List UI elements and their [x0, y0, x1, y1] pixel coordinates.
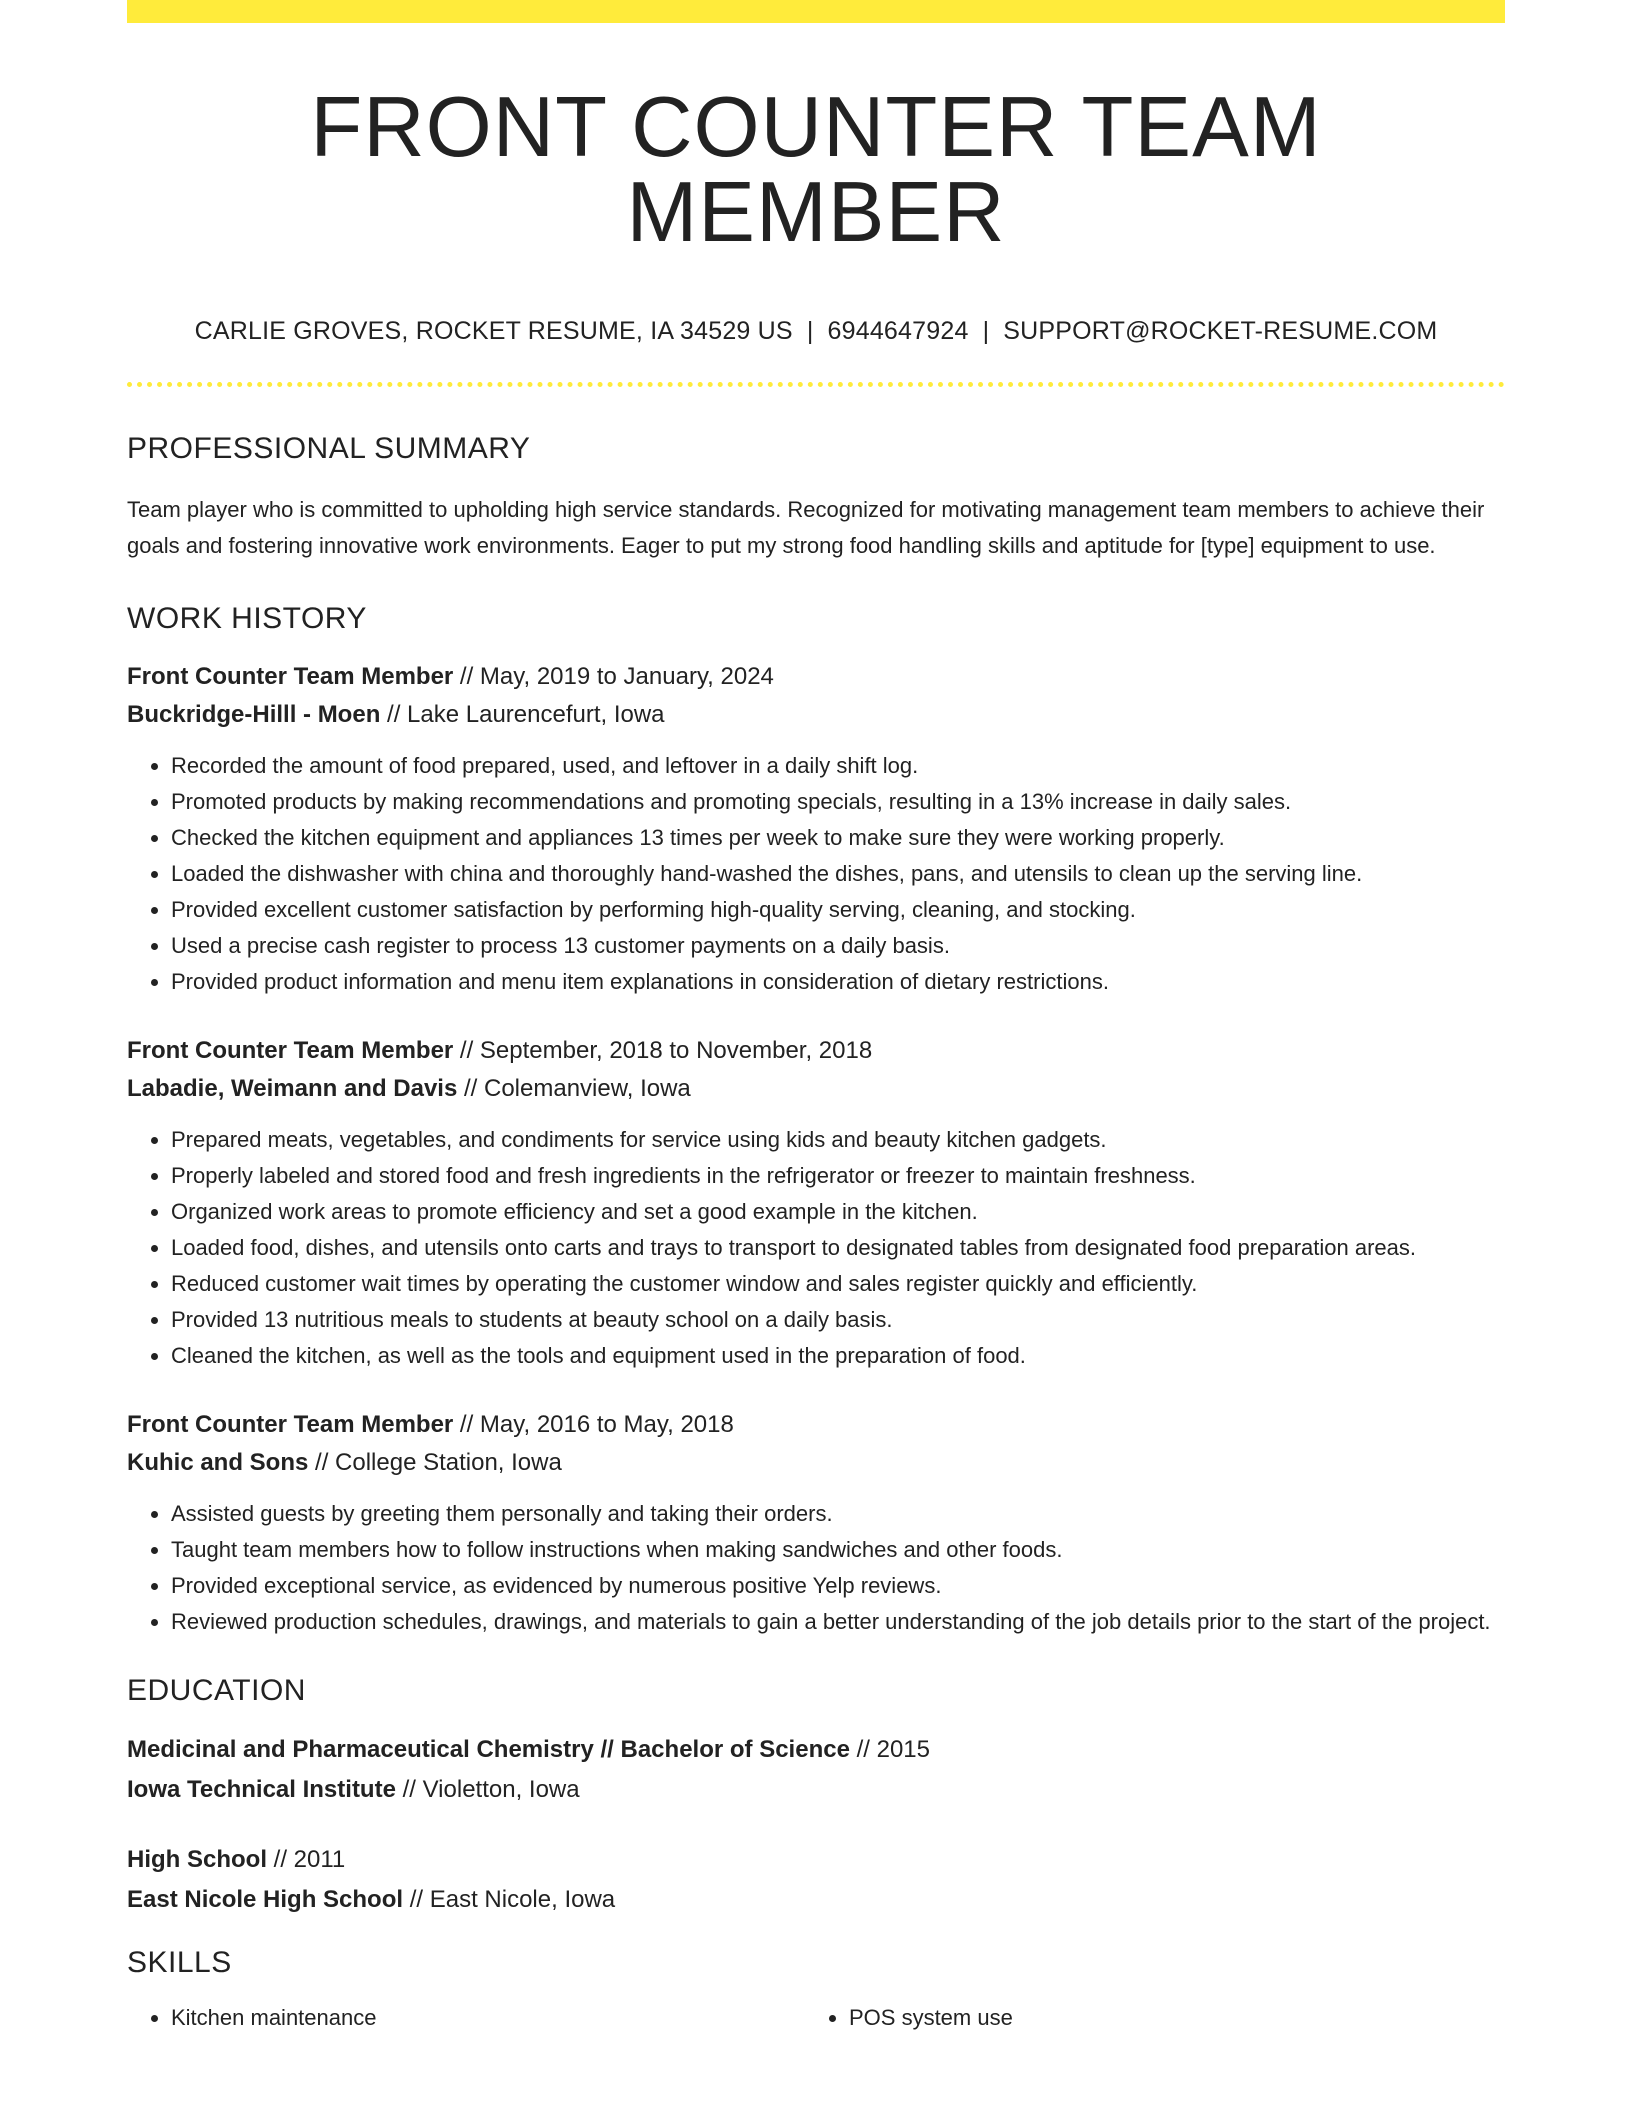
- job-bullet: • Used a precise cash register to process 13 customer payments on a daily basis.: [171, 928, 1505, 964]
- education-entry: [127, 1730, 1505, 1810]
- job-bullet: • Assisted guests by greeting them personally and taking their orders.: [171, 1496, 1505, 1532]
- contact-phone: 6944647924: [827, 317, 969, 345]
- summary-text: Team player who is committed to upholding high service standards. Recognized for motivating management team members to achieve their goals and fostering innovative work environments. Eager to put my strong food handling skills and aptitude for [type] equipment to use.: [127, 497, 1485, 558]
- job-bullet: • Properly labeled and stored food and fresh ingredients in the refrigerator or freezer to maintain freshness.: [171, 1158, 1505, 1194]
- job-company-line: [127, 1070, 1505, 1108]
- job-dates: // May, 2016 to May, 2018: [453, 1411, 734, 1438]
- dotted-divider: [127, 382, 1505, 387]
- job-dates: // May, 2019 to January, 2024: [453, 663, 774, 690]
- skill-item: • POS system use: [849, 2000, 1483, 2036]
- section-heading-education: EDUCATION: [127, 1674, 306, 1707]
- job-bullet: • Loaded food, dishes, and utensils onto carts and trays to transport to designated tables from designated food preparation areas.: [171, 1230, 1505, 1266]
- contact-address: CARLIE GROVES, ROCKET RESUME, IA 34529 US: [194, 317, 793, 345]
- job-company: Labadie, Weimann and Davis: [127, 1075, 458, 1102]
- job-bullet: • Reviewed production schedules, drawings, and materials to gain a better understanding of the job details prior to the start of the project.: [171, 1604, 1505, 1640]
- job-entry: [127, 658, 1505, 1000]
- education-degree: Medicinal and Pharmaceutical Chemistry // Bachelor of Science: [127, 1736, 850, 1763]
- section-heading-skills: SKILLS: [127, 1946, 232, 1979]
- job-location: // Colemanview, Iowa: [457, 1075, 691, 1102]
- job-bullet: • Provided product information and menu item explanations in consideration of dietary restrictions.: [171, 964, 1505, 1000]
- job-bullet: • Checked the kitchen equipment and appliances 13 times per week to make sure they were working properly.: [171, 820, 1505, 856]
- job-company: Buckridge-Hilll - Moen: [127, 701, 381, 728]
- job-title-line: [127, 658, 1505, 696]
- job-bullet: • Taught team members how to follow instructions when making sandwiches and other foods.: [171, 1532, 1505, 1568]
- job-title-line: [127, 1032, 1505, 1070]
- job-title-line: [127, 1406, 1505, 1444]
- education-school: Iowa Technical Institute: [127, 1776, 396, 1803]
- job-location: // College Station, Iowa: [308, 1449, 562, 1476]
- contact-separator: |: [806, 317, 814, 345]
- job-bullet-list: [127, 1122, 1505, 1374]
- job-title: Front Counter Team Member: [127, 663, 454, 690]
- skills-columns: [127, 2000, 1505, 2036]
- job-bullet: • Provided excellent customer satisfaction by performing high-quality serving, cleaning, and stocking.: [171, 892, 1505, 928]
- job-bullet: • Cleaned the kitchen, as well as the tools and equipment used in the preparation of food.: [171, 1338, 1505, 1374]
- job-bullet: • Prepared meats, vegetables, and condiments for service using kids and beauty kitchen gadgets.: [171, 1122, 1505, 1158]
- job-entry: [127, 1032, 1505, 1374]
- education-school: East Nicole High School: [127, 1886, 404, 1913]
- contact-line: [127, 319, 1505, 344]
- education-entry: [127, 1840, 1505, 1920]
- job-bullet: • Loaded the dishwasher with china and thoroughly hand-washed the dishes, pans, and utensils to clean up the serving line.: [171, 856, 1505, 892]
- job-bullet: • Provided 13 nutritious meals to students at beauty school on a daily basis.: [171, 1302, 1505, 1338]
- accent-bar: [127, 0, 1505, 23]
- education-year: // 2011: [267, 1846, 346, 1873]
- skills-list-right: [805, 2000, 1483, 2036]
- job-title: Front Counter Team Member: [127, 1037, 454, 1064]
- job-company-line: [127, 1444, 1505, 1482]
- contact-separator: |: [982, 317, 990, 345]
- education-school-line: [127, 1880, 1505, 1920]
- job-bullet: • Recorded the amount of food prepared, used, and leftover in a daily shift log.: [171, 748, 1505, 784]
- education-degree-line: [127, 1730, 1505, 1770]
- job-bullet: • Provided exceptional service, as evidenced by numerous positive Yelp reviews.: [171, 1568, 1505, 1604]
- education-location: // East Nicole, Iowa: [403, 1886, 616, 1913]
- skills-list-left: [127, 2000, 805, 2036]
- resume-title: FRONT COUNTER TEAM MEMBER: [310, 80, 1322, 260]
- education-school-line: [127, 1770, 1505, 1810]
- job-dates: // September, 2018 to November, 2018: [453, 1037, 873, 1064]
- education-degree-line: [127, 1840, 1505, 1880]
- job-company-line: [127, 696, 1505, 734]
- job-bullet-list: [127, 1496, 1505, 1640]
- job-bullet-list: [127, 748, 1505, 1000]
- job-bullet: • Promoted products by making recommendations and promoting specials, resulting in a 13% increase in daily sales.: [171, 784, 1505, 820]
- resume-page: [127, 0, 1505, 2036]
- education-location: // Violetton, Iowa: [395, 1776, 580, 1803]
- job-bullet: • Reduced customer wait times by operating the customer window and sales register quickly and efficiently.: [171, 1266, 1505, 1302]
- section-heading-work-history: WORK HISTORY: [127, 602, 367, 635]
- education-degree: High School: [127, 1846, 267, 1873]
- job-company: Kuhic and Sons: [127, 1449, 309, 1476]
- job-bullet: • Organized work areas to promote efficiency and set a good example in the kitchen.: [171, 1194, 1505, 1230]
- contact-email: SUPPORT@ROCKET-RESUME.COM: [1003, 317, 1438, 345]
- skill-item: • Kitchen maintenance: [171, 2000, 805, 2036]
- section-heading-summary: PROFESSIONAL SUMMARY: [127, 432, 531, 465]
- education-year: // 2015: [849, 1736, 930, 1763]
- job-location: // Lake Laurencefurt, Iowa: [380, 701, 665, 728]
- job-entry: [127, 1406, 1505, 1640]
- job-title: Front Counter Team Member: [127, 1411, 454, 1438]
